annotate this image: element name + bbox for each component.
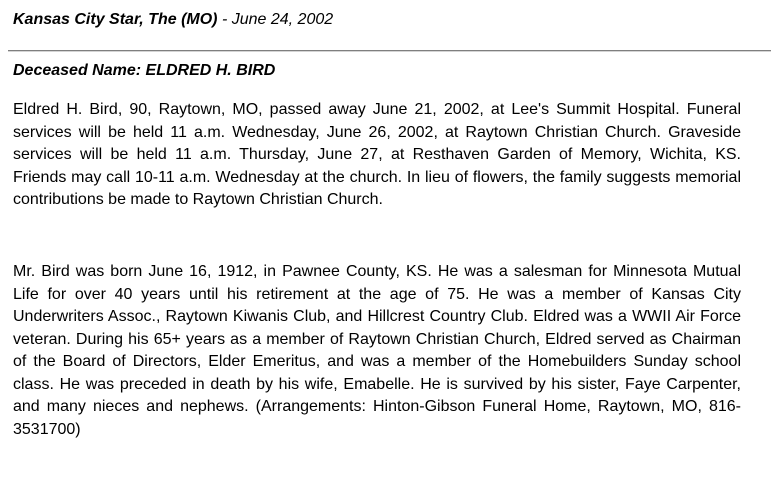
publication-name: Kansas City Star, The (MO) bbox=[13, 11, 218, 28]
header-separator: - bbox=[217, 11, 232, 28]
obituary-paragraph-2: Mr. Bird was born June 16, 1912, in Pawnee County, KS. He was a salesman for Minnesota Mutual Life for over 40 years until his retirement at the age of 75. He was a member of Kansas City Underwriters Assoc., Raytown Kiwanis Club, and Hillcrest Country Club. Eldred was a WWII Air Force veteran. During his 65+ years as a member of Raytown Christian Church, Eldred served as Chairman of the Board of Directors, Elder Emeritus, and was a member of the Homebuilders Sunday school class. He was preceded in death by his wife, Emabelle. He is survived by his sister, Faye Carpenter, and many nieces and nephews. (Arrangements: Hinton-Gibson Funeral Home, Raytown, MO, 816-3531700) bbox=[13, 263, 741, 438]
source-header bbox=[13, 11, 333, 29]
obituary-paragraph-1: Eldred H. Bird, 90, Raytown, MO, passed away June 21, 2002, at Lee's Summit Hospital. Funeral services will be held 11 a.m. Wednesday, June 26, 2002, at Raytown Christian Church. Graveside services will be held 11 a.m. Thursday, June 27, at Resthaven Garden of Memory, Wichita, KS. Friends may call 10-11 a.m. Wednesday at the church. In lieu of flowers, the family suggests memorial contributions be made to Raytown Christian Church. bbox=[13, 101, 741, 208]
deceased-name-label: Deceased Name: ELDRED H. BIRD bbox=[13, 62, 276, 79]
header-divider bbox=[8, 50, 771, 52]
publication-date: June 24, 2002 bbox=[231, 11, 334, 28]
